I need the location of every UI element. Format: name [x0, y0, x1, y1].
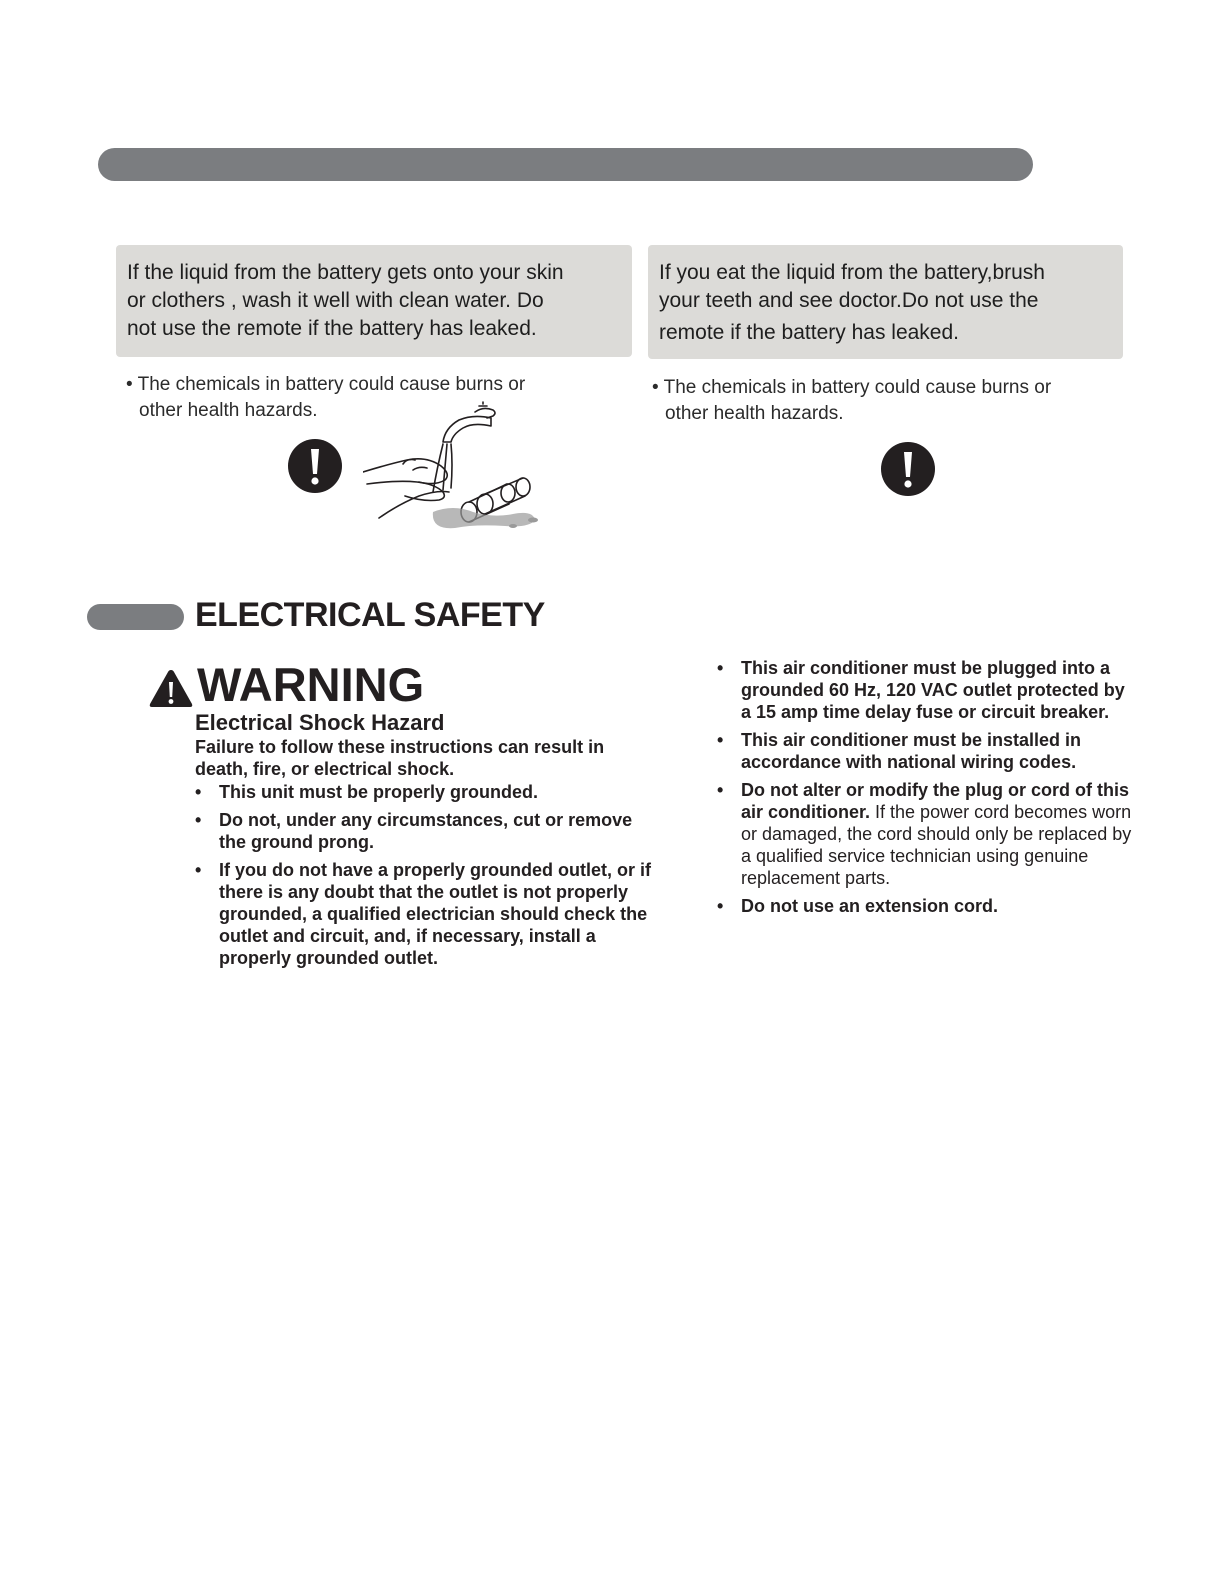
exclamation-icon	[287, 438, 343, 494]
note-line: • The chemicals in battery could cause burns or	[652, 377, 1052, 398]
battery-ingest-note	[652, 375, 1112, 427]
bold-text: This air conditioner must be plugged into a grounded 60 Hz, 120 VAC outlet protected by a 15 amp time delay fuse or circuit breaker.	[741, 658, 1125, 722]
battery-ingest-warning-box	[648, 245, 1123, 359]
note-line: • The chemicals in battery could cause burns or	[126, 374, 526, 395]
note-line: other health hazards.	[665, 403, 844, 424]
list-item	[717, 657, 1137, 723]
warning-triangle-icon	[148, 668, 194, 708]
right-bullet-list	[717, 657, 1137, 923]
list-item: • This unit must be properly grounded.	[195, 781, 655, 803]
list-item	[717, 895, 1137, 917]
list-item: • If you do not have a properly grounded outlet, or if there is any doubt that the outlet is not properly grounded, a qualified electrician should check the outlet and circuit, and, if necessary, install a properly grounded outlet.	[195, 859, 655, 969]
hazard-title: Electrical Shock Hazard	[195, 710, 445, 735]
left-bullet-list	[195, 781, 655, 975]
list-item	[717, 729, 1137, 773]
box-line: or clothers , wash it well with clean water. Do	[127, 289, 544, 312]
battery-skin-warning-box	[116, 245, 632, 357]
bold-text: This air conditioner must be installed in accordance with national wiring codes.	[741, 730, 1082, 772]
hazard-lead: Failure to follow these instructions can result in death, fire, or electrical shock.	[195, 737, 605, 779]
header-bar	[98, 148, 1033, 181]
list-item	[717, 779, 1137, 889]
box-line: remote if the battery has leaked.	[659, 321, 959, 344]
box-line: your teeth and see doctor.Do not use the	[659, 289, 1039, 312]
hand-washing-battery-illustration	[363, 400, 548, 530]
exclamation-icon	[880, 441, 936, 497]
box-line: not use the remote if the battery has leaked.	[127, 317, 537, 340]
warning-heading: WARNING	[197, 658, 425, 711]
section-marker	[87, 604, 184, 630]
normal-text: If the power cord becomes worn or damaged, the cord should only be replaced by a qualified service technician using genuine replacement parts.	[741, 802, 1132, 888]
box-line: If the liquid from the battery gets onto your skin	[127, 261, 564, 284]
list-item: • Do not, under any circumstances, cut or remove the ground prong.	[195, 809, 655, 853]
box-line: If you eat the liquid from the battery,brush	[659, 261, 1045, 284]
bold-text: Do not alter or modify the plug or cord of this air conditioner.	[741, 780, 1129, 822]
note-line: other health hazards.	[139, 400, 318, 421]
section-title: ELECTRICAL SAFETY	[195, 596, 545, 634]
bold-text: Do not use an extension cord.	[741, 896, 999, 916]
